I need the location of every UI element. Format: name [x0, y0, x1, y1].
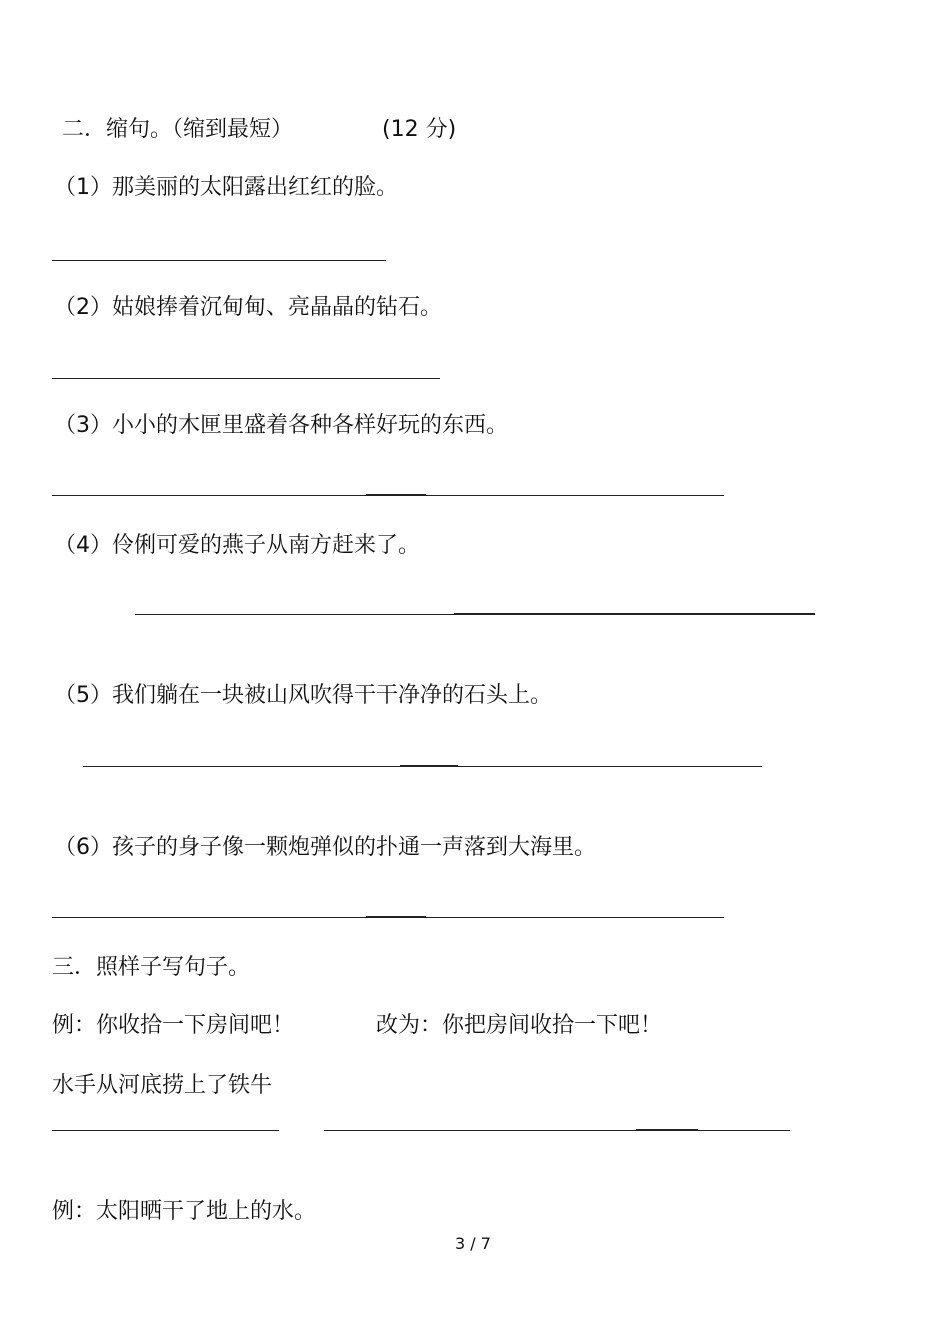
- question-1: （1）那美丽的太阳露出红红的脸。: [54, 175, 398, 200]
- question-2: （2）姑娘捧着沉甸甸、亮晶晶的钻石。: [54, 295, 442, 320]
- page-number: 3 / 7: [455, 1234, 491, 1253]
- section-3-heading: 三．照样子写句子。: [52, 955, 251, 980]
- exercise-1-answer-line-b[interactable]: [324, 1130, 790, 1131]
- answer-line-4-accent: [454, 613, 815, 615]
- example-2-sentence: 例：太阳晒干了地上的水。: [52, 1199, 317, 1224]
- question-5: （5）我们躺在一块被山风吹得干干净净的石头上。: [54, 683, 552, 708]
- section-2-heading: 二．缩句。（缩到最短）: [62, 117, 294, 142]
- example-1-sentence: 例：你收拾一下房间吧！: [52, 1013, 295, 1038]
- question-4: （4）伶俐可爱的燕子从南方赶来了。: [54, 533, 420, 558]
- exercise-1-sentence: 水手从河底捞上了铁牛: [52, 1073, 273, 1098]
- answer-line-6-accent: [366, 916, 426, 918]
- question-6: （6）孩子的身子像一颗炮弹似的扑通一声落到大海里。: [54, 835, 596, 860]
- exercise-1-answer-line-accent: [636, 1129, 698, 1131]
- example-1-changed: 改为：你把房间收拾一下吧！: [376, 1013, 663, 1038]
- answer-line-2[interactable]: [52, 378, 440, 379]
- answer-line-5-accent: [400, 765, 458, 767]
- question-3: （3）小小的木匣里盛着各种各样好玩的东西。: [54, 413, 508, 438]
- exercise-1-answer-line-a[interactable]: [52, 1130, 279, 1131]
- answer-line-1[interactable]: [52, 260, 386, 261]
- answer-line-3-accent: [366, 494, 426, 496]
- section-2-score: (12 分): [382, 117, 457, 142]
